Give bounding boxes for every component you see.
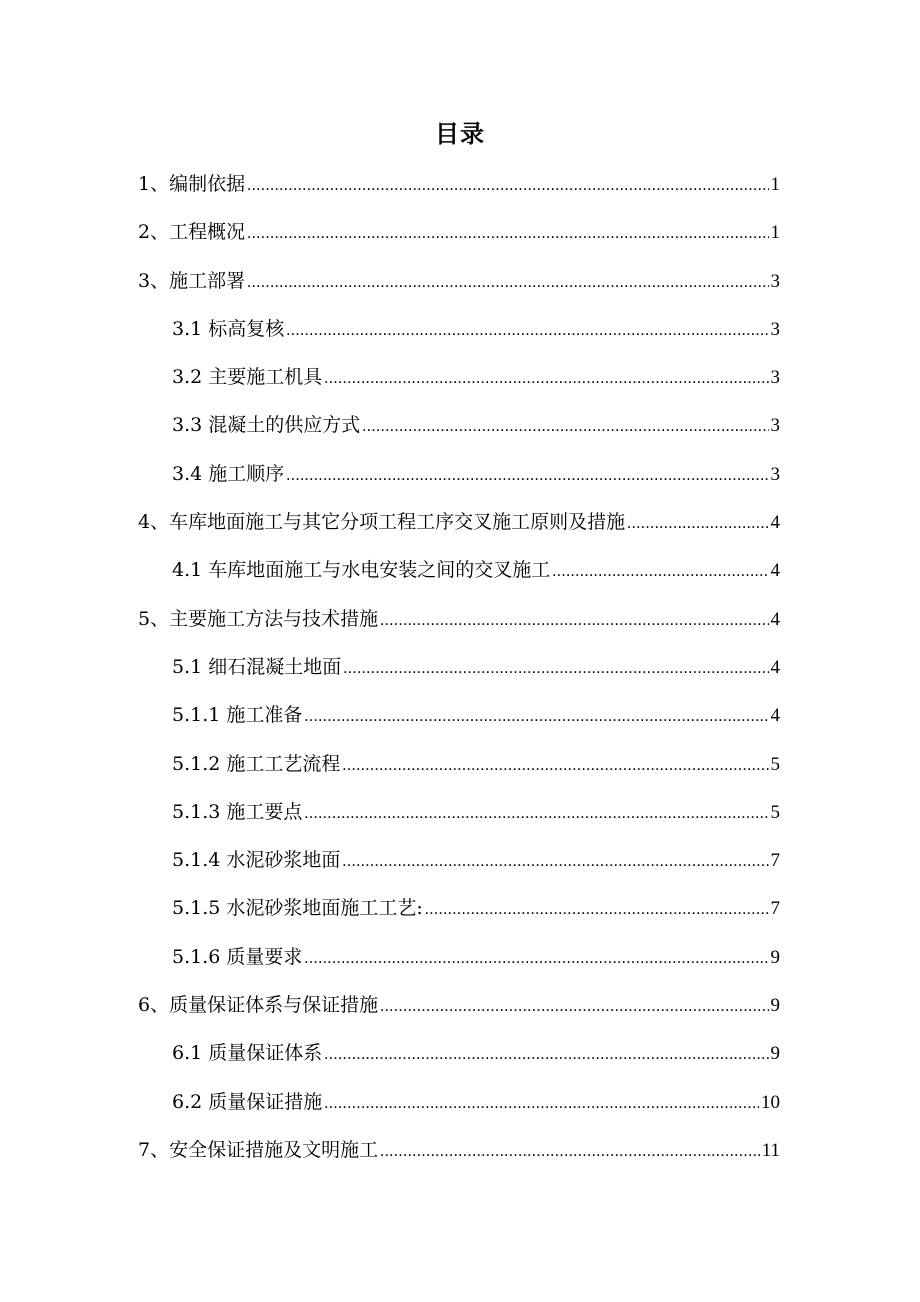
toc-dot-leader [324,1086,759,1122]
toc-entry-label: 4、车库地面施工与其它分项工程工序交叉施工原则及措施 [138,511,626,534]
toc-entry[interactable] [138,214,780,262]
toc-dot-leader [362,409,768,445]
toc-entry-page: 4 [770,705,780,727]
toc-entry[interactable] [138,504,780,552]
toc-dot-leader [286,313,768,349]
toc-entry-label: 3.4 施工顺序 [172,462,285,485]
toc-entry-label: 5.1 细石混凝土地面 [172,655,342,678]
toc-entry-page: 4 [770,656,780,678]
toc-entry[interactable] [138,746,780,794]
toc-entry[interactable] [138,1132,780,1180]
toc-entry[interactable] [138,649,780,697]
toc-dot-leader [304,699,768,735]
toc-entry-page: 3 [770,318,780,340]
toc-entry-label: 3.1 标高复核 [172,317,285,340]
toc-entry[interactable] [138,552,780,600]
toc-dot-leader [343,651,768,687]
toc-entry-label: 6、质量保证体系与保证措施 [138,994,379,1017]
toc-entry[interactable] [138,359,780,407]
toc-entry-label: 5.1.5 水泥砂浆地面施工工艺: [172,897,423,920]
toc-entry-page: 4 [770,608,780,630]
toc-dot-leader [247,265,768,301]
toc-entry-page: 1 [770,222,780,244]
toc-entry-label: 5.1.3 施工要点 [172,800,303,823]
toc-dot-leader [304,941,768,977]
toc-entry-label: 7、安全保证措施及文明施工 [138,1138,379,1161]
toc-title: 目录 [435,119,485,148]
toc-entry[interactable] [138,890,780,938]
toc-entry-label: 5.1.4 水泥砂浆地面 [172,849,341,872]
toc-entry-page: 3 [770,463,780,485]
toc-entry-page: 1 [770,174,780,195]
toc-dot-leader [380,989,768,1025]
toc-entry[interactable] [138,987,780,1035]
toc-entry-label: 5.1.2 施工工艺流程 [172,752,341,775]
toc-dot-leader [324,361,768,397]
toc-dot-leader [247,216,768,252]
toc-entry[interactable] [138,166,780,214]
toc-entry[interactable] [138,1084,780,1132]
toc-entry[interactable] [138,601,780,649]
toc-entry[interactable] [138,794,780,842]
toc-entry-page: 4 [770,560,780,582]
toc-dot-leader [380,603,768,639]
toc-entry-page: 3 [770,270,780,292]
toc-entry-page: 9 [770,995,780,1017]
toc-dot-leader [552,554,768,590]
toc-list [138,166,780,1180]
toc-entry-page: 3 [770,415,780,437]
toc-dot-leader [247,168,768,204]
toc-entry-label: 3.3 混凝土的供应方式 [172,414,361,437]
toc-entry-page: 7 [770,898,780,920]
toc-entry[interactable] [138,263,780,311]
toc-entry-page: 5 [770,753,780,775]
toc-entry-page: 11 [761,1139,780,1161]
toc-entry-page: 3 [770,367,780,389]
toc-entry[interactable] [138,456,780,504]
toc-dot-leader [286,458,768,494]
toc-entry-page: 9 [770,1043,780,1065]
toc-entry-label: 6.2 质量保证措施 [172,1090,323,1113]
toc-entry-label: 2、工程概况 [138,221,246,244]
toc-entry-label: 6.1 质量保证体系 [172,1042,323,1065]
toc-entry-label: 3.2 主要施工机具 [172,366,323,389]
toc-entry[interactable] [138,842,780,890]
toc-entry-label: 5.1.1 施工准备 [172,704,303,727]
toc-dot-leader [380,1134,760,1170]
toc-entry-page: 5 [770,801,780,823]
toc-dot-leader [324,1037,768,1073]
toc-dot-leader [425,892,769,928]
toc-entry-page: 9 [770,946,780,968]
toc-entry-label: 3、施工部署 [138,269,246,292]
toc-dot-leader [342,748,768,784]
toc-entry[interactable] [138,939,780,987]
toc-entry[interactable] [138,697,780,745]
toc-entry[interactable] [138,1035,780,1083]
toc-entry-page: 4 [770,512,780,534]
toc-entry-page: 7 [770,850,780,872]
toc-dot-leader [304,796,768,832]
toc-entry-label: 5、主要施工方法与技术措施 [138,607,379,630]
toc-entry-label: 5.1.6 质量要求 [172,945,303,968]
toc-entry[interactable] [138,407,780,455]
toc-entry[interactable] [138,311,780,359]
toc-dot-leader [627,506,768,542]
toc-entry-label: 4.1 车库地面施工与水电安装之间的交叉施工 [172,559,551,582]
toc-dot-leader [342,844,768,880]
toc-entry-page: 10 [761,1091,780,1113]
toc-entry-label: 1、编制依据 [138,173,246,195]
